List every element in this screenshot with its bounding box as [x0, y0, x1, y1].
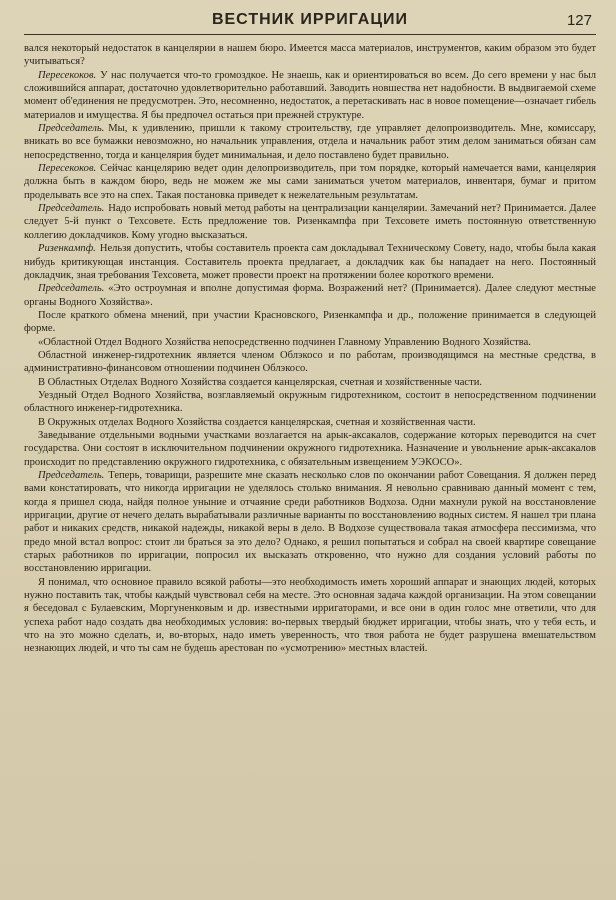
paragraph-text: Областной инженер-гидротехник является членом Облэкосо и по работам, производящимся на местные средства, в административно-финансовом отношении подчинен Облэкосо.: [24, 349, 596, 375]
speaker-name: Председатель.: [38, 470, 105, 481]
speaker-name: Ризенкампф.: [38, 243, 96, 255]
paragraph-text: В Областных Отделах Водного Хозяйства создается канцелярская, счетная и хозяйственные части.: [38, 376, 482, 388]
paragraph-text: Сейчас канцелярию ведет один делопроизводитель, при том порядке, который намечается вами, канцелярия должна быть в каждом бюро, ведь не можем же мы сами заниматься учетом материалов, инвентаря, бумаг и притом проделывать все это на спех. Такая постановка приведет к нежелательным результатам.: [24, 163, 596, 201]
paragraph: [24, 389, 596, 416]
speaker-name: Председатель.: [38, 283, 105, 295]
paragraph: [24, 376, 596, 389]
paragraph: [24, 349, 596, 376]
paragraph: [24, 416, 596, 429]
paragraph: [24, 162, 596, 202]
article-body: [24, 42, 596, 656]
page-header: [24, 8, 596, 35]
paragraph: [24, 429, 596, 469]
paragraph-text: Я понимал, что основное правило всякой работы—это необходимость иметь хороший аппарат и знающих людей, которых нужно поставить так, чтобы каждый чувствовал себя на месте. Это основная задача каждой организации. На этом совещании я беседовал с Булаевским, Моргуненковым и др. известными ирригаторами, и все они в один голос мне ответили, что для успеха работ надо создать два необходимых условия: во-первых твердый бюджет ирригации, чтобы знать, что у тебя есть, и что на это можно сделать, и, во-вторых, надо иметь уверенность, что твоя работа не будет разрушена вмешательством незнающих людей, и что ты сам не будешь арестован по «усмотрению» местных властей.: [24, 576, 596, 655]
paragraph-text: Уездный Отдел Водного Хозяйства, возглавляемый окружным гидротехником, состоит в непосредственном подчинении областного инженер-гидротехника.: [24, 389, 596, 415]
paragraph-text: Надо испробовать новый метод работы на централизации канцелярии. Замечаний нет? Принимается. Далее следует 5-й пункт о Техсовете. Есть предложение тов. Ризенкампфа при Техсовете иметь постоянную ответственную коллегию докладчиков. Кому угодно высказаться.: [24, 203, 596, 241]
page-number: 127: [566, 12, 592, 29]
paragraph-text: В Окружных отделах Водного Хозяйства создается канцелярская, счетная и хозяйственная части.: [38, 416, 476, 428]
paragraph-text: «Это остроумная и вполне допустимая форма. Возражений нет? (Принимается). Далее следуют местные органы Водного Хозяйства».: [24, 283, 596, 308]
paragraph: [24, 576, 596, 656]
speaker-name: Пересекоков.: [38, 69, 97, 81]
speaker-name: Пересекоков.: [38, 163, 97, 175]
paragraph-text: Теперь, товарищи, разрешите мне сказать несколько слов по окончании работ Совещания. Я должен перед вами констатировать, что никогда ирригации не уделялось столько внимания. Я невольно сравниваю данный момент с тем, когда я пришел сюда, найдя полное уныние и отчаяние среди работников Водхоза. Одни махнули рукой на восстановление ирригации, другие от нечего делать вырабатывали различные варианты по восстановлению водных систем. Я нашел три плана работ и никаких средств, никакой надежды, никакой веры в дело. В Водхозе существовала такая атмосфера пессимизма, что предо мной встал вопрос: стоит ли браться за это дело? Однако, я решил попытаться и собрал на своей квартире совещание старых работников по ирригации, попросил их высказать откровенно, что нужно для создания условий работы по восстановлению ирригации.: [24, 470, 596, 575]
journal-title: ВЕСТНИК ИРРИГАЦИИ: [211, 11, 409, 28]
paragraph-text: У нас получается что-то громоздкое. Не знаешь, как и ориентироваться во всем. До сего времени у нас был сложившийся аппарат, достаточно удовлетворительно работавший. Заводить новшества нет надобности. В выдвигаемой схеме момент об'единения не предусмотрен. Это, несомненно, недостаток, а перетаскивать нас в новое помещение—означает гибель материалов и имущества. Я бы предпочел остаться при прежней структуре.: [24, 69, 596, 121]
paragraph: [24, 122, 596, 162]
paragraph-text: Заведывание отдельными водными участками возлагается на арык-аксакалов, содержание которых переводится на счет государства. Они состоят в исключительном подчинении окружного гидротехника. Назначение и увольнение арык-аксакалов происходит по представлению окружного гидротехника, с обязательным извещением УЭКОСО».: [24, 429, 596, 468]
paragraph-text: Нельзя допустить, чтобы составитель проекта сам докладывал Техническому Совету, надо, чтобы была какая нибудь критикующая инстанция. Составитель проекта предлагает, а докладчик как бы нападает на него. Постоянный докладчик, зная требования Техсовета, может провести проект на протяжении более короткого времени.: [24, 243, 596, 281]
speaker-name: Председатель.: [38, 203, 105, 215]
paragraph: [24, 469, 596, 576]
paragraph-text: После краткого обмена мнений, при участии Красновского, Ризенкампфа и др., положение принимается в следующей форме.: [24, 309, 596, 335]
speaker-name: Председатель.: [38, 123, 105, 135]
paragraph-text: вался некоторый недостаток в канцелярии в нашем бюро. Имеется масса материалов, инструментов, каким образом это будет учитываться?: [24, 43, 596, 68]
paragraph: [24, 242, 596, 282]
paragraph: [24, 336, 596, 349]
paragraph: [24, 282, 596, 309]
paragraph-text: «Областной Отдел Водного Хозяйства непосредственно подчинен Главному Управлению Водного Хозяйства.: [38, 336, 531, 348]
paragraph: [24, 42, 596, 69]
paragraph: [24, 202, 596, 242]
paragraph: [24, 309, 596, 336]
paragraph: [24, 69, 596, 122]
paragraph-text: Мы, к удивлению, пришли к такому строительству, где управляет делопроизводитель. Мне, комиссару, вникать во все бумажки невозможно, но начальник управления, отдела и начальник работ этим делом заниматься обязан сам непосредственно, тогда и канцелярия будет минимальная, и дело поставлено будет правильно.: [24, 123, 596, 161]
